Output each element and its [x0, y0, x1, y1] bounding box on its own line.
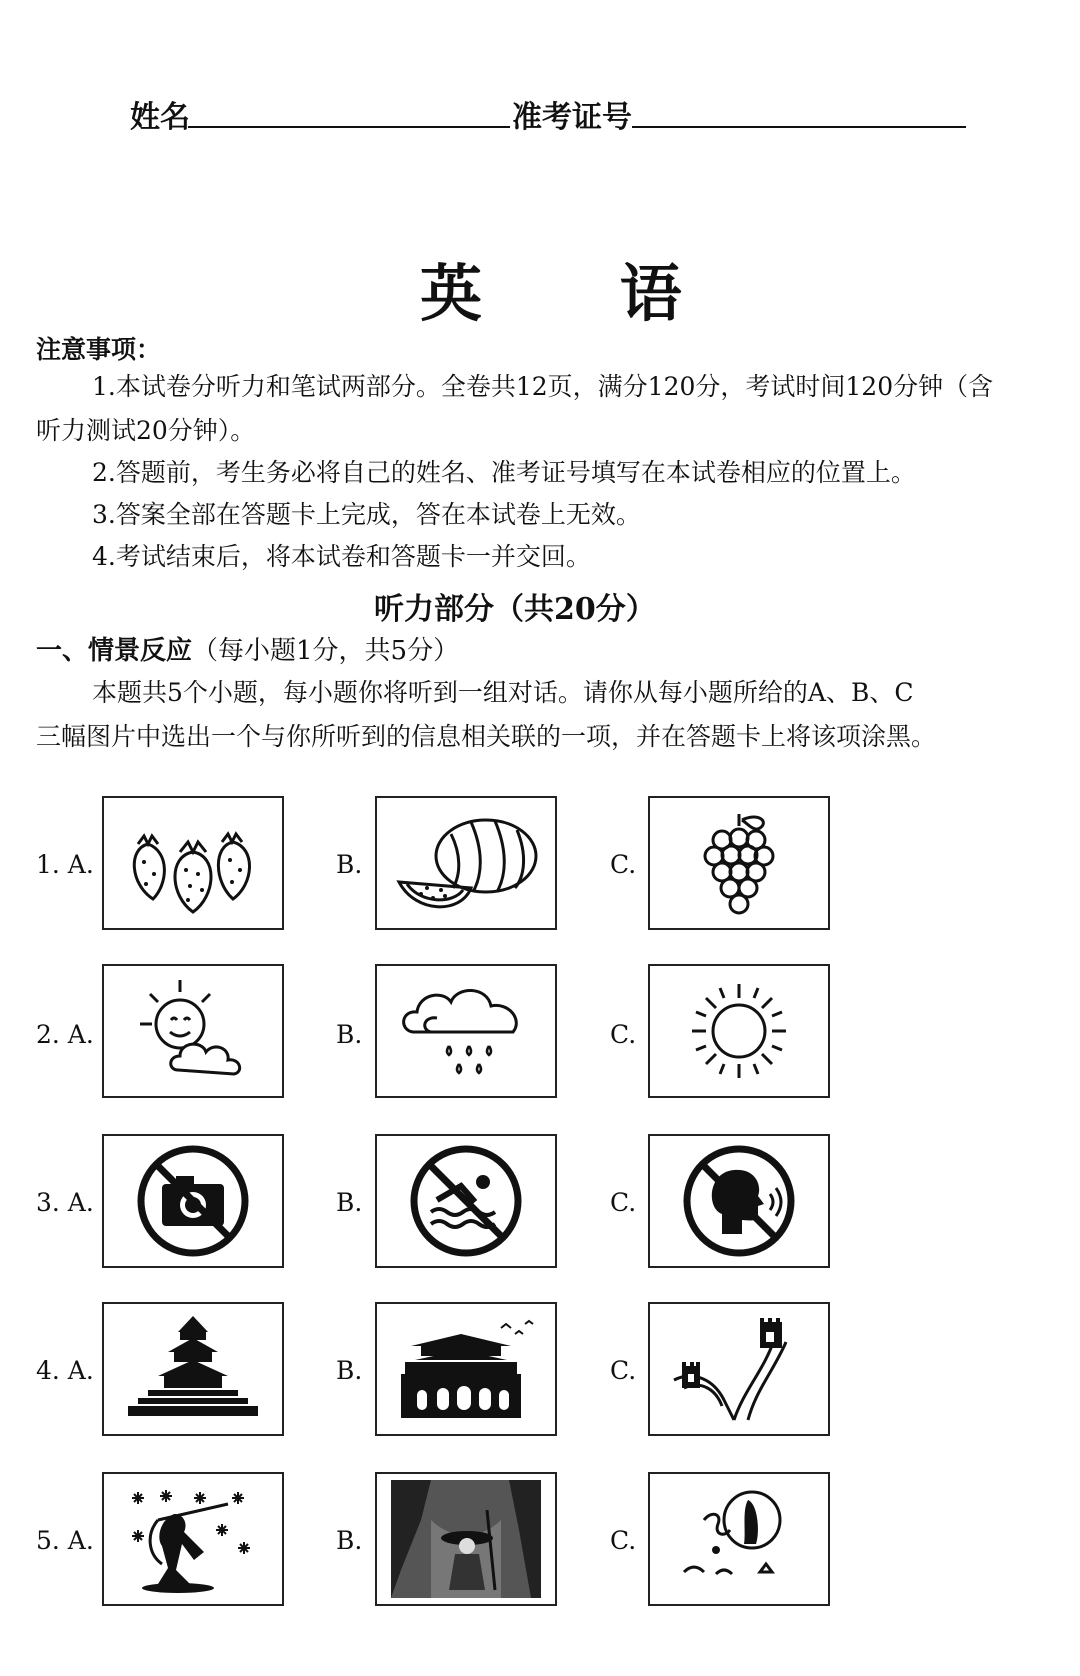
- question-4-option-b: B.: [336, 1356, 363, 1385]
- temple-of-heaven-icon: [118, 1310, 268, 1428]
- section1-instruction-1: 本题共5个小题，每小题你将听到一组对话。请你从每小题所给的A、B、C: [92, 678, 914, 707]
- no-swimming-sign[interactable]: [375, 1134, 557, 1268]
- watermelon-icon: [391, 804, 541, 922]
- no-swimming-icon: [391, 1142, 541, 1260]
- tiananmen-icon: [391, 1310, 541, 1428]
- partly-sunny-icon: [118, 972, 268, 1090]
- section1-scoring: （每小题1分，共5分）: [192, 636, 460, 666]
- flood-scene-icon: [391, 1480, 541, 1598]
- note-item-2: 2.答题前，考生务必将自己的姓名、准考证号填写在本试卷相应的位置上。: [92, 458, 916, 487]
- notes-heading: 注意事项：: [36, 335, 162, 364]
- strawberry-icon: [118, 804, 268, 922]
- note-item-1-cont: 听力测试20分钟）。: [36, 416, 256, 445]
- yu-the-great-image[interactable]: [375, 1472, 557, 1606]
- temple-of-heaven-image[interactable]: [102, 1302, 284, 1436]
- question-5-label: 5. A.: [36, 1526, 94, 1555]
- section1-heading: 一、情景反应: [36, 636, 193, 666]
- question-2-option-b: B.: [336, 1020, 363, 1049]
- question-5-option-b: B.: [336, 1526, 363, 1555]
- change-moon-image[interactable]: [648, 1472, 830, 1606]
- note-item-4: 4.考试结束后，将本试卷和答题卡一并交回。: [92, 542, 591, 571]
- no-talking-sign[interactable]: [648, 1134, 830, 1268]
- question-1-option-b: B.: [336, 850, 363, 879]
- question-4-label: 4. A.: [36, 1356, 94, 1385]
- sun-image[interactable]: [648, 964, 830, 1098]
- sun-icon: [664, 972, 814, 1090]
- section1-heading-row: [36, 630, 459, 667]
- rain-cloud-icon: [391, 972, 541, 1090]
- listening-title: 听力部分（共20分）: [374, 592, 656, 627]
- question-2-label: 2. A.: [36, 1020, 94, 1049]
- rain-cloud-image[interactable]: [375, 964, 557, 1098]
- note-item-3: 3.答案全部在答题卡上完成，答在本试卷上无效。: [92, 500, 641, 529]
- question-5-option-c: C.: [610, 1526, 637, 1555]
- question-2-option-c: C.: [610, 1020, 637, 1049]
- watermelon-image[interactable]: [375, 796, 557, 930]
- section1-instruction-2: 三幅图片中选出一个与你所听到的信息相关联的一项，并在答题卡上将该项涂黑。: [36, 722, 937, 751]
- grapes-image[interactable]: [648, 796, 830, 930]
- moon-goddess-icon: [664, 1480, 814, 1598]
- no-camera-icon: [118, 1142, 268, 1260]
- question-1-label: 1. A.: [36, 850, 94, 879]
- question-3-option-c: C.: [610, 1188, 637, 1217]
- no-photo-sign[interactable]: [102, 1134, 284, 1268]
- note-item-1: 1.本试卷分听力和笔试两部分。全卷共12页，满分120分，考试时间120分钟（含: [92, 372, 994, 401]
- exam-id-field[interactable]: [632, 98, 966, 128]
- archer-icon: [118, 1480, 268, 1598]
- great-wall-icon: [664, 1310, 814, 1428]
- great-wall-image[interactable]: [648, 1302, 830, 1436]
- question-4-option-c: C.: [610, 1356, 637, 1385]
- question-3-option-b: B.: [336, 1188, 363, 1217]
- name-label: 姓名: [130, 100, 190, 135]
- archer-hou-yi-image[interactable]: [102, 1472, 284, 1606]
- question-3-label: 3. A.: [36, 1188, 94, 1217]
- no-talking-icon: [664, 1142, 814, 1260]
- exam-id-label: 准考证号: [512, 100, 632, 135]
- grapes-icon: [664, 804, 814, 922]
- strawberries-image[interactable]: [102, 796, 284, 930]
- tiananmen-image[interactable]: [375, 1302, 557, 1436]
- partly-sunny-image[interactable]: [102, 964, 284, 1098]
- question-1-option-c: C.: [610, 850, 637, 879]
- name-field[interactable]: [188, 98, 510, 128]
- page-title: 英 语: [420, 257, 740, 330]
